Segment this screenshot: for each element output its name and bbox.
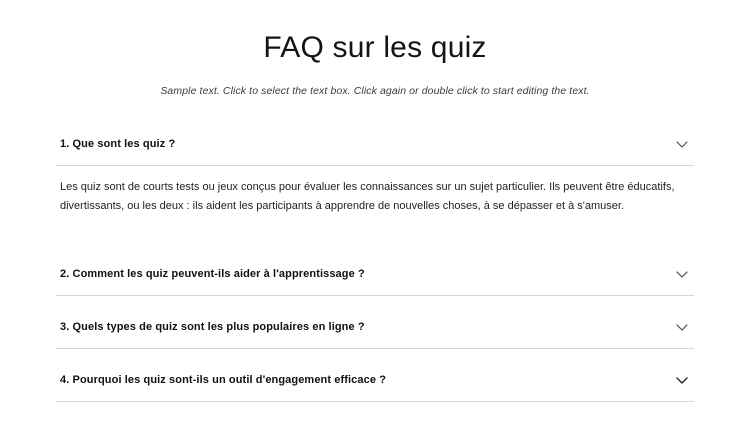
page-subtitle: Sample text. Click to select the text box. Click again or double click to start editing the text. (160, 85, 590, 97)
faq-question-label: 1. Que sont les quiz ? (60, 138, 176, 150)
faq-answer-text: Les quiz sont de courts tests ou jeux conçus pour évaluer les connaissances sur un sujet particulier. Ils peuvent être éducatifs, divertissants, ou les deux : ils aident les participants à apprendre de nouvelles choses, à se dépasser et à s'amuser. (56, 165, 694, 237)
faq-question-toggle-1[interactable] (56, 123, 694, 165)
faq-question-label: 2. Comment les quiz peuvent-ils aider à l'apprentissage ? (60, 267, 365, 280)
spacer (56, 296, 694, 306)
page-title: FAQ sur les quiz (263, 31, 487, 64)
faq-question-toggle-4[interactable] (56, 359, 694, 401)
chevron-down-icon[interactable] (674, 319, 690, 335)
faq-accordion (56, 123, 694, 402)
faq-question-label: 4. Pourquoi les quiz sont-ils un outil d'engagement efficace ? (60, 373, 387, 386)
spacer (56, 349, 694, 359)
chevron-down-icon[interactable] (674, 266, 690, 282)
faq-item (56, 306, 694, 349)
faq-question-toggle-2[interactable] (56, 253, 694, 295)
faq-item (56, 359, 694, 402)
faq-item (56, 123, 694, 237)
spacer (56, 237, 694, 253)
faq-question-toggle-3[interactable] (56, 306, 694, 348)
faq-item (56, 253, 694, 296)
chevron-down-icon[interactable] (674, 372, 690, 388)
faq-question-label: 3. Quels types de quiz sont les plus populaires en ligne ? (60, 320, 365, 333)
chevron-down-icon[interactable] (674, 136, 690, 152)
